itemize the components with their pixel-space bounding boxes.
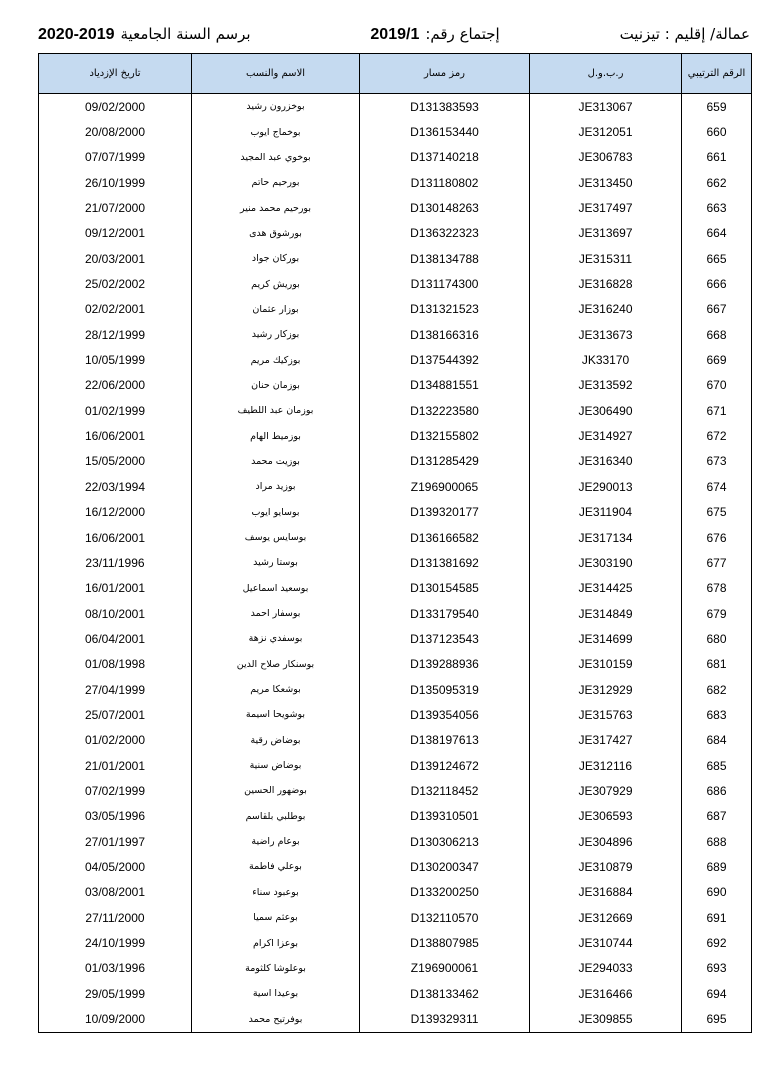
cell-massar: D131174300 (360, 271, 530, 296)
cell-name: بوعيدا اسية (192, 981, 360, 1006)
cell-cin: JE315763 (530, 702, 682, 727)
cell-cin: JE310879 (530, 854, 682, 879)
cell-name: بوعزا اكرام (192, 930, 360, 955)
cell-dob: 28/12/1999 (39, 322, 192, 347)
table-header-row (39, 54, 752, 94)
table-row (39, 778, 752, 803)
cell-name: بوعلوشا كلثومة (192, 956, 360, 981)
cell-massar: D132118452 (360, 778, 530, 803)
cell-cin: JE312051 (530, 119, 682, 144)
table-row (39, 753, 752, 778)
table-row (39, 221, 752, 246)
cell-dob: 08/10/2001 (39, 601, 192, 626)
cell-number: 666 (682, 271, 752, 296)
cell-number: 668 (682, 322, 752, 347)
cell-cin: JE316340 (530, 449, 682, 474)
cell-dob: 03/08/2001 (39, 880, 192, 905)
cell-massar: D137140218 (360, 145, 530, 170)
table-row (39, 525, 752, 550)
province-text: عمالة/ إقليم : تيزنيت (619, 25, 750, 43)
cell-cin: JE306490 (530, 398, 682, 423)
cell-number: 689 (682, 854, 752, 879)
cell-name: بوطلبي بلقاسم (192, 804, 360, 829)
cell-dob: 01/03/1996 (39, 956, 192, 981)
cell-number: 687 (682, 804, 752, 829)
cell-number: 684 (682, 728, 752, 753)
cell-number: 679 (682, 601, 752, 626)
cell-cin: JE306783 (530, 145, 682, 170)
cell-name: بوسنكار صلاح الدين (192, 652, 360, 677)
cell-name: بوزميط الهام (192, 423, 360, 448)
cell-number: 671 (682, 398, 752, 423)
cell-name: بوزكيك مريم (192, 347, 360, 372)
cell-dob: 22/06/2000 (39, 373, 192, 398)
table-row (39, 94, 752, 120)
table-row (39, 297, 752, 322)
cell-massar: D131383593 (360, 94, 530, 120)
cell-number: 691 (682, 905, 752, 930)
cell-name: بوشعكا مريم (192, 677, 360, 702)
cell-cin: JE313067 (530, 94, 682, 120)
cell-dob: 07/02/1999 (39, 778, 192, 803)
table-row (39, 145, 752, 170)
cell-name: بوخوي عبد المجيد (192, 145, 360, 170)
cell-cin: JE312669 (530, 905, 682, 930)
cell-name: بوضهور الحسين (192, 778, 360, 803)
cell-dob: 27/01/1997 (39, 829, 192, 854)
cell-massar: D131381692 (360, 550, 530, 575)
cell-massar: D138133462 (360, 981, 530, 1006)
cell-cin: JE303190 (530, 550, 682, 575)
table-row (39, 804, 752, 829)
cell-cin: JE316884 (530, 880, 682, 905)
cell-dob: 25/07/2001 (39, 702, 192, 727)
cell-massar: D135095319 (360, 677, 530, 702)
cell-name: بورحيم حاتم (192, 170, 360, 195)
cell-cin: JE310744 (530, 930, 682, 955)
cell-dob: 03/05/1996 (39, 804, 192, 829)
cell-dob: 25/02/2002 (39, 271, 192, 296)
cell-cin: JE317427 (530, 728, 682, 753)
cell-dob: 20/08/2000 (39, 119, 192, 144)
cell-cin: JE311904 (530, 500, 682, 525)
cell-massar: D136322323 (360, 221, 530, 246)
cell-name: بوخزرون رشيد (192, 94, 360, 120)
cell-cin: JE315311 (530, 246, 682, 271)
cell-number: 660 (682, 119, 752, 144)
cell-name: بوشويحا اسيمة (192, 702, 360, 727)
cell-cin: JE312929 (530, 677, 682, 702)
cell-cin: JE314425 (530, 576, 682, 601)
cell-name: بوضاض رقية (192, 728, 360, 753)
column-header-number: الرقم الترتيبي (682, 54, 752, 94)
table-row (39, 373, 752, 398)
cell-cin: JE313673 (530, 322, 682, 347)
meeting-number: 2019/1 (370, 25, 420, 43)
cell-number: 661 (682, 145, 752, 170)
cell-number: 662 (682, 170, 752, 195)
table-row (39, 880, 752, 905)
cell-dob: 16/06/2001 (39, 423, 192, 448)
cell-name: بوزمان حنان (192, 373, 360, 398)
cell-number: 665 (682, 246, 752, 271)
table-row (39, 500, 752, 525)
cell-massar: D131180802 (360, 170, 530, 195)
table-row (39, 449, 752, 474)
cell-name: بوفرتيح محمد (192, 1006, 360, 1032)
province-label (620, 25, 750, 43)
table-row (39, 1006, 752, 1032)
cell-number: 693 (682, 956, 752, 981)
cell-massar: D136153440 (360, 119, 530, 144)
cell-number: 682 (682, 677, 752, 702)
cell-dob: 10/09/2000 (39, 1006, 192, 1032)
cell-dob: 22/03/1994 (39, 474, 192, 499)
cell-number: 694 (682, 981, 752, 1006)
cell-name: بوسايو ايوب (192, 500, 360, 525)
cell-cin: JE306593 (530, 804, 682, 829)
cell-cin: JE312116 (530, 753, 682, 778)
cell-name: بورحيم محمد منير (192, 195, 360, 220)
cell-name: بوعلي فاطمة (192, 854, 360, 879)
cell-dob: 16/12/2000 (39, 500, 192, 525)
cell-cin: JE316240 (530, 297, 682, 322)
cell-massar: D139354056 (360, 702, 530, 727)
table-row (39, 956, 752, 981)
column-header-dob: تاريخ الإزدياد (39, 54, 192, 94)
cell-cin: JE304896 (530, 829, 682, 854)
table-row (39, 119, 752, 144)
document-header (38, 21, 750, 47)
cell-massar: D138134788 (360, 246, 530, 271)
cell-dob: 27/04/1999 (39, 677, 192, 702)
cell-number: 685 (682, 753, 752, 778)
column-header-massar: رمز مسار (360, 54, 530, 94)
cell-cin: JE313697 (530, 221, 682, 246)
cell-cin: JE309855 (530, 1006, 682, 1032)
cell-cin: JE290013 (530, 474, 682, 499)
cell-dob: 06/04/2001 (39, 626, 192, 651)
table-row (39, 347, 752, 372)
cell-dob: 21/07/2000 (39, 195, 192, 220)
cell-massar: D130306213 (360, 829, 530, 854)
cell-cin: JE313592 (530, 373, 682, 398)
meeting-info (370, 25, 499, 44)
cell-massar: D130154585 (360, 576, 530, 601)
cell-dob: 16/01/2001 (39, 576, 192, 601)
cell-name: بوخماج ايوب (192, 119, 360, 144)
cell-number: 663 (682, 195, 752, 220)
cell-number: 673 (682, 449, 752, 474)
cell-massar: D134881551 (360, 373, 530, 398)
table-row (39, 550, 752, 575)
cell-number: 669 (682, 347, 752, 372)
table-row (39, 728, 752, 753)
cell-massar: D137123543 (360, 626, 530, 651)
cell-dob: 16/06/2001 (39, 525, 192, 550)
cell-number: 672 (682, 423, 752, 448)
cell-massar: D133200250 (360, 880, 530, 905)
cell-dob: 01/08/1998 (39, 652, 192, 677)
students-table (38, 53, 752, 1033)
cell-dob: 04/05/2000 (39, 854, 192, 879)
cell-massar: D139329311 (360, 1006, 530, 1032)
cell-cin: JE294033 (530, 956, 682, 981)
column-header-name: الاسم والنسب (192, 54, 360, 94)
cell-name: بوسفدي نزهة (192, 626, 360, 651)
academic-year-label: برسم السنة الجامعية (120, 24, 251, 43)
cell-cin: JE316466 (530, 981, 682, 1006)
cell-cin: JE307929 (530, 778, 682, 803)
cell-number: 692 (682, 930, 752, 955)
cell-dob: 09/02/2000 (39, 94, 192, 120)
table-row (39, 677, 752, 702)
cell-dob: 21/01/2001 (39, 753, 192, 778)
cell-massar: D139124672 (360, 753, 530, 778)
cell-dob: 24/10/1999 (39, 930, 192, 955)
cell-cin: JE317497 (530, 195, 682, 220)
cell-dob: 01/02/1999 (39, 398, 192, 423)
cell-massar: D136166582 (360, 525, 530, 550)
table-row (39, 981, 752, 1006)
table-row (39, 246, 752, 271)
cell-dob: 29/05/1999 (39, 981, 192, 1006)
cell-massar: D138197613 (360, 728, 530, 753)
cell-name: بوعام راضية (192, 829, 360, 854)
cell-name: بورشوق هدى (192, 221, 360, 246)
cell-number: 670 (682, 373, 752, 398)
cell-massar: Z196900061 (360, 956, 530, 981)
cell-number: 686 (682, 778, 752, 803)
cell-massar: D132155802 (360, 423, 530, 448)
cell-cin: JE317134 (530, 525, 682, 550)
cell-name: بوزار عثمان (192, 297, 360, 322)
table-row (39, 576, 752, 601)
cell-massar: Z196900065 (360, 474, 530, 499)
cell-dob: 20/03/2001 (39, 246, 192, 271)
cell-massar: D133179540 (360, 601, 530, 626)
table-row (39, 652, 752, 677)
cell-number: 695 (682, 1006, 752, 1032)
table-row (39, 702, 752, 727)
cell-dob: 09/12/2001 (39, 221, 192, 246)
cell-number: 683 (682, 702, 752, 727)
cell-massar: D131321523 (360, 297, 530, 322)
column-header-cin: ر.ب.و.ل (530, 54, 682, 94)
cell-number: 674 (682, 474, 752, 499)
table-row (39, 829, 752, 854)
cell-dob: 10/05/1999 (39, 347, 192, 372)
table-row (39, 626, 752, 651)
cell-massar: D132110570 (360, 905, 530, 930)
cell-cin: JK33170 (530, 347, 682, 372)
cell-dob: 27/11/2000 (39, 905, 192, 930)
cell-name: بوسعيد اسماعيل (192, 576, 360, 601)
cell-massar: D139310501 (360, 804, 530, 829)
cell-massar: D138807985 (360, 930, 530, 955)
cell-name: بوعثم سميا (192, 905, 360, 930)
cell-number: 664 (682, 221, 752, 246)
table-row (39, 170, 752, 195)
cell-name: بوضاض سنية (192, 753, 360, 778)
table-row (39, 398, 752, 423)
cell-number: 690 (682, 880, 752, 905)
cell-cin: JE314927 (530, 423, 682, 448)
cell-cin: JE316828 (530, 271, 682, 296)
cell-massar: D137544392 (360, 347, 530, 372)
cell-massar: D138166316 (360, 322, 530, 347)
cell-cin: JE314849 (530, 601, 682, 626)
cell-name: بوسايس يوسف (192, 525, 360, 550)
cell-number: 688 (682, 829, 752, 854)
cell-number: 659 (682, 94, 752, 120)
cell-dob: 02/02/2001 (39, 297, 192, 322)
cell-number: 677 (682, 550, 752, 575)
cell-name: بوزمان عبد اللطيف (192, 398, 360, 423)
cell-name: بوزكار رشيد (192, 322, 360, 347)
cell-number: 676 (682, 525, 752, 550)
cell-cin: JE314699 (530, 626, 682, 651)
cell-number: 681 (682, 652, 752, 677)
cell-number: 675 (682, 500, 752, 525)
cell-name: بوعبود سناء (192, 880, 360, 905)
table-row (39, 854, 752, 879)
cell-number: 680 (682, 626, 752, 651)
cell-dob: 23/11/1996 (39, 550, 192, 575)
cell-massar: D130148263 (360, 195, 530, 220)
cell-cin: JE310159 (530, 652, 682, 677)
cell-name: بوريش كريم (192, 271, 360, 296)
cell-cin: JE313450 (530, 170, 682, 195)
table-row (39, 474, 752, 499)
cell-name: بوركان جواد (192, 246, 360, 271)
table-row (39, 601, 752, 626)
table-row (39, 423, 752, 448)
table-row (39, 322, 752, 347)
cell-name: بوستا رشيد (192, 550, 360, 575)
cell-number: 667 (682, 297, 752, 322)
cell-name: بوزيد مراد (192, 474, 360, 499)
academic-year (38, 25, 251, 44)
cell-massar: D132223580 (360, 398, 530, 423)
cell-massar: D139320177 (360, 500, 530, 525)
table-row (39, 905, 752, 930)
cell-massar: D131285429 (360, 449, 530, 474)
meeting-label: إجتماع رقم: (425, 24, 500, 43)
cell-massar: D139288936 (360, 652, 530, 677)
cell-dob: 07/07/1999 (39, 145, 192, 170)
cell-dob: 15/05/2000 (39, 449, 192, 474)
cell-name: بوسفار احمد (192, 601, 360, 626)
cell-name: بوزيت محمد (192, 449, 360, 474)
cell-dob: 01/02/2000 (39, 728, 192, 753)
table-row (39, 271, 752, 296)
academic-year-value: 2020-2019 (38, 25, 115, 43)
cell-dob: 26/10/1999 (39, 170, 192, 195)
table-row (39, 195, 752, 220)
cell-massar: D130200347 (360, 854, 530, 879)
cell-number: 678 (682, 576, 752, 601)
table-row (39, 930, 752, 955)
